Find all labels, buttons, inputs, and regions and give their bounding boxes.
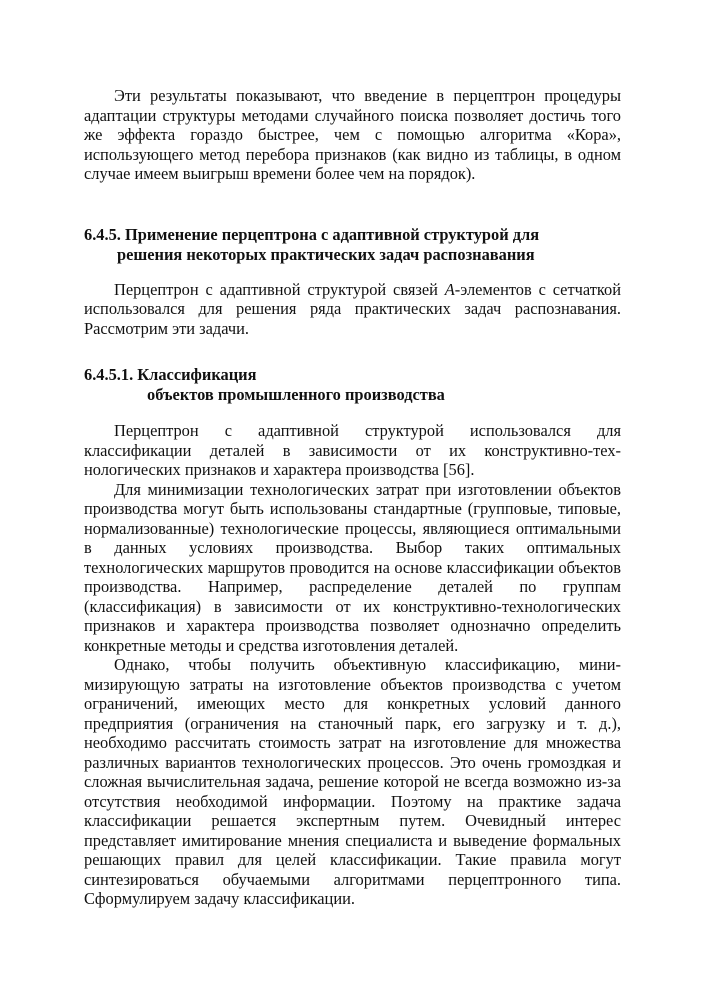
paragraph-cost-minimization: Для минимизации технологических затрат при изготовлении объектов производства могут быть использованы стандартные (групповые, типовые, нормализованные) технологические процессы, являющиеся оптимальными в данных условиях производства. Выбор таких оптимальных технологических маршрутов проводится на основе классификации объектов производства. Например, распределение деталей по группам (классификация) в зависимости от их конструктивно-технологических признаков и характера производства позволяет однозначно определить конкретные методы и средства изготовления деталей. [84,479,621,655]
paragraph-classification-parts: Перцептрон с адаптивной структурой использовался для классификации деталей в зависимости от их конструктивно-технологических признаков и характера производства [56]. [84,421,621,479]
paragraph-perceptron-intro-start: Перцептрон с адаптивной структурой связей [114,279,445,299]
section-heading-line-2: решения некоторых практических задач распознавания [117,244,535,264]
subsection-heading-line-1: 6.4.5.1. Классификация [84,365,257,384]
paragraph-perceptron-intro [84,280,621,339]
paragraph-perceptron-intro-end: -элементов с сетчаткой использовался для решения ряда практических задач распознавания. Рассмотрим эти задачи. [84,279,621,338]
paragraph-objective-classification: Однако, чтобы получить объективную классификацию, минимизирующую затраты на изготовление объектов производства с учетом ограничений, имеющих место для конкретных условий данного предприятия (ограничения на станочный парк, его загрузку и т. д.), необходимо рассчитать стоимость затрат на изготовление для множества различных вариантов технологических процессов. Это очень громоздкая и сложная вычислительная задача, решение которой не всегда возможно из-за отсутствия необходимой информации. Поэтому на практике задача классификации решается экспертным путем. Очевидный интерес представляет имитирование мнения специалиста и выведение формальных решающих правил для целей классификации. Такие правила могут синтезироваться обучаемыми алгоритмами перцептронного типа. Сформулируем задачу классификации. [84,655,621,908]
document-page [84,86,621,909]
section-heading-line-1: 6.4.5. Применение перцептрона с адаптивной структурой для [84,224,540,244]
subsection-heading-6-4-5-1 [84,365,621,405]
section-heading-6-4-5 [84,225,621,265]
a-elements-symbol: A [444,279,455,299]
paragraph-results: Эти результаты показывают, что введение в перцептрон процедуры адаптации структуры методами случайного поиска позволяет достичь того же эффекта гораздо быстрее, чем с помощью алгоритма «Кора», использующего метод перебора признаков (как видно из таблицы, в одном случае имеем выигрыш времени более чем на порядок). [84,86,621,183]
subsection-heading-line-2: объектов промышленного производства [147,385,445,404]
